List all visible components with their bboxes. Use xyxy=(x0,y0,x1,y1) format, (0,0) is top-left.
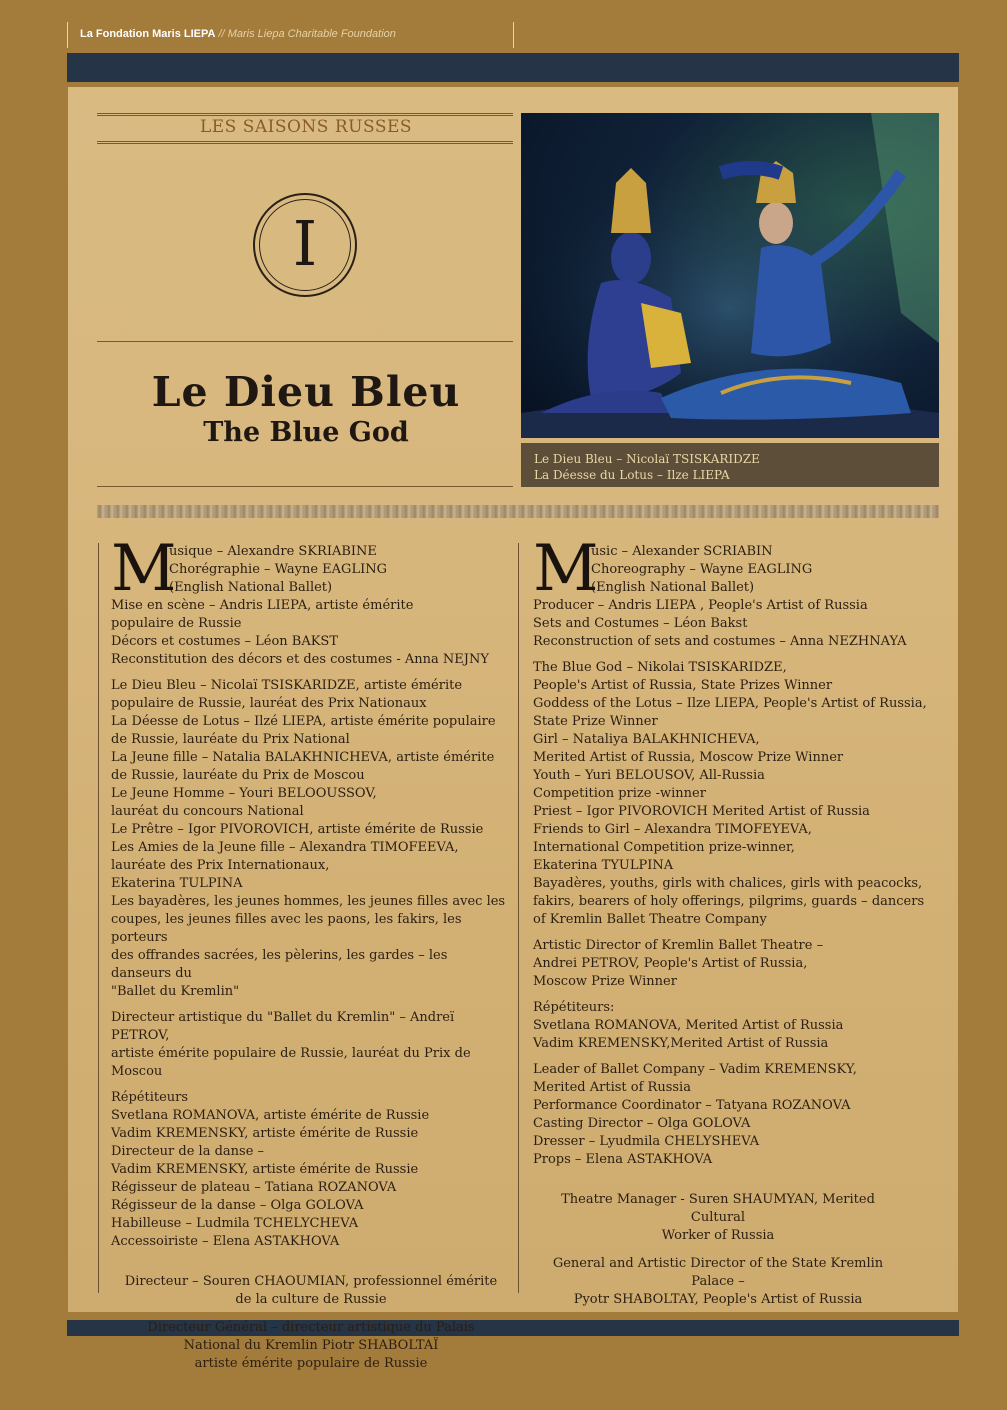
french-credits xyxy=(111,532,511,1381)
french-cast-line: "Ballet du Kremlin" xyxy=(111,984,240,999)
series-rule-bottom xyxy=(97,141,513,144)
english-intro-line: Choreography – Wayne EAGLING xyxy=(591,562,813,577)
english-intro-line: usic – Alexander SCRIABIN xyxy=(591,544,773,559)
english-credits xyxy=(533,532,933,1317)
english-cast-line: fakirs, bearers of holy offerings, pilgrims, guards – dancers xyxy=(533,894,925,909)
english-cast-line: Bayadères, youths, girls with chalices, girls with peacocks, xyxy=(533,876,923,891)
english-theatre-manager xyxy=(533,1191,903,1245)
english-footer-line: Worker of Russia xyxy=(661,1228,775,1243)
french-intro xyxy=(111,532,511,669)
french-staff-line: Répétiteurs xyxy=(111,1090,189,1105)
french-cast-line: La Déesse de Lotus – Ilzé LIEPA, artiste émérite populaire xyxy=(111,714,496,729)
english-director-line: Moscow Prize Winner xyxy=(533,974,677,989)
french-cast-line: populaire de Russie, lauréat des Prix Nationaux xyxy=(111,696,427,711)
french-dropcap: M xyxy=(111,532,177,606)
french-cast-line: de Russie, lauréate du Prix National xyxy=(111,732,350,747)
french-staff xyxy=(111,1089,511,1251)
english-artistic-director xyxy=(533,937,933,991)
english-footer-line: General and Artistic Director of the State Kremlin Palace – xyxy=(552,1256,884,1289)
french-footer-line: de la culture de Russie xyxy=(235,1292,387,1307)
french-director-line: Directeur artistique du "Ballet du Kremlin" – Andreï PETROV, xyxy=(111,1010,455,1043)
english-general-director xyxy=(533,1255,903,1309)
english-cast-line: Competition prize -winner xyxy=(533,786,706,801)
english-credit-line: Producer – Andris LIEPA , People's Artist of Russia xyxy=(533,598,868,613)
french-intro-line: Chorégraphie – Wayne EAGLING xyxy=(169,562,387,577)
french-staff-line: Régisseur de la danse – Olga GOLOVA xyxy=(111,1198,364,1213)
french-staff-line: Vadim KREMENSKY, artiste émérite de Russie xyxy=(111,1126,419,1141)
decorative-strip xyxy=(97,505,939,518)
french-cast xyxy=(111,677,511,1001)
foundation-name-fr: La Fondation Maris LIEPA xyxy=(80,28,216,40)
french-intro-line: usique – Alexandre SKRIABINE xyxy=(169,544,377,559)
french-footer-line: National du Kremlin Piotr SHABOLTAÏ xyxy=(183,1338,439,1353)
english-credit-line: Sets and Costumes – Léon Bakst xyxy=(533,616,748,631)
photo-caption xyxy=(521,443,939,487)
french-cast-line: de Russie, lauréate du Prix de Moscou xyxy=(111,768,365,783)
english-footer-line: Theatre Manager - Suren SHAUMYAN, Merited Cultural xyxy=(561,1192,875,1225)
french-cast-line: Les bayadères, les jeunes hommes, les jeunes filles avec les xyxy=(111,894,506,909)
stage-photo xyxy=(521,113,939,438)
english-cast-line: People's Artist of Russia, State Prizes Winner xyxy=(533,678,833,693)
series-rule-top xyxy=(97,113,513,116)
french-footer-line: Directeur Général – directeur artistique du Palais xyxy=(147,1320,475,1335)
french-credit-line: Décors et costumes – Léon BAKST xyxy=(111,634,339,649)
english-cast-line: Youth – Yuri BELOUSOV, All-Russia xyxy=(533,768,765,783)
column-rule-left xyxy=(98,543,99,1293)
french-cast-line: Le Jeune Homme – Youri BELOOUSSOV, xyxy=(111,786,377,801)
english-staff-line: Dresser – Lyudmila CHELYSHEVA xyxy=(533,1134,760,1149)
dancers-image xyxy=(521,113,939,438)
title-rule-bottom xyxy=(97,486,513,487)
french-cast-line: Les Amies de la Jeune fille – Alexandra TIMOFEEVA, xyxy=(111,840,459,855)
part-numeral-seal xyxy=(253,193,357,297)
french-general-director xyxy=(111,1319,511,1373)
french-staff-line: Régisseur de plateau – Tatiana ROZANOVA xyxy=(111,1180,397,1195)
caption-line-2: La Déesse du Lotus – Ilze LIEPA xyxy=(534,468,730,482)
page-header xyxy=(0,0,1007,50)
french-cast-line: Le Prêtre – Igor PIVOROVICH, artiste émérite de Russie xyxy=(111,822,484,837)
english-staff-line: Props – Elena ASTAKHOVA xyxy=(533,1152,713,1167)
french-cast-line: des offrandes sacrées, les pèlerins, les gardes – les danseurs du xyxy=(111,948,448,981)
french-footer-line: Directeur – Souren CHAOUMIAN, professionnel émérite xyxy=(124,1274,498,1289)
english-cast-line: Priest – Igor PIVOROVICH Merited Artist of Russia xyxy=(533,804,870,819)
french-footer-line: artiste émérite populaire de Russie xyxy=(194,1356,428,1371)
french-intro-line: (English National Ballet) xyxy=(169,580,333,595)
french-credit-line: Mise en scène – Andris LIEPA, artiste émérite xyxy=(111,598,414,613)
french-cast-line: La Jeune fille – Natalia BALAKHNICHEVA, artiste émérite xyxy=(111,750,495,765)
english-cast-line: Goddess of the Lotus – Ilze LIEPA, People's Artist of Russia, xyxy=(533,696,927,711)
title-rule-top xyxy=(97,341,513,342)
series-title: LES SAISONS RUSSES xyxy=(199,117,413,137)
top-band xyxy=(67,53,959,82)
column-separator xyxy=(518,543,519,1293)
english-director-line: Andrei PETROV, People's Artist of Russia, xyxy=(533,956,808,971)
english-staff-line: Leader of Ballet Company – Vadim KREMENSKY, xyxy=(533,1062,857,1077)
english-cast-line: of Kremlin Ballet Theatre Company xyxy=(533,912,767,927)
english-staff-line: Merited Artist of Russia xyxy=(533,1080,691,1095)
english-cast-line: Merited Artist of Russia, Moscow Prize Winner xyxy=(533,750,844,765)
caption-line-1: Le Dieu Bleu – Nicolaï TSISKARIDZE xyxy=(534,452,760,466)
french-staff-line: Habilleuse – Ludmila TCHELYCHEVA xyxy=(111,1216,359,1231)
english-repetiteurs xyxy=(533,999,933,1053)
english-staff-line: Performance Coordinator – Tatyana ROZANOVA xyxy=(533,1098,851,1113)
french-director-line: artiste émérite populaire de Russie, lauréat du Prix de Moscou xyxy=(111,1046,471,1079)
english-cast-line: The Blue God – Nikolai TSISKARIDZE, xyxy=(533,660,787,675)
english-cast-line: Ekaterina TYULPINA xyxy=(533,858,674,873)
header-divider-left xyxy=(67,22,68,48)
foundation-name-en: // Maris Liepa Charitable Foundation xyxy=(218,28,396,40)
english-intro-line: (English National Ballet) xyxy=(591,580,755,595)
english-cast-line: State Prize Winner xyxy=(533,714,658,729)
french-credit-line: Reconstitution des décors et des costumes - Anna NEJNY xyxy=(111,652,489,667)
english-credit-line: Reconstruction of sets and costumes – Anna NEZHNAYA xyxy=(533,634,907,649)
foundation-name xyxy=(80,28,396,40)
english-cast-line: Friends to Girl – Alexandra TIMOFEYEVA, xyxy=(533,822,812,837)
header-divider-right xyxy=(513,22,514,48)
english-staff-line: Casting Director – Olga GOLOVA xyxy=(533,1116,751,1131)
ballet-title-fr: Le Dieu Bleu xyxy=(151,368,461,416)
french-staff-line: Vadim KREMENSKY, artiste émérite de Russie xyxy=(111,1162,419,1177)
french-credit-line: populaire de Russie xyxy=(111,616,242,631)
part-numeral: I xyxy=(292,207,318,280)
french-theatre-director xyxy=(111,1273,511,1309)
french-staff-line: Svetlana ROMANOVA, artiste émérite de Russie xyxy=(111,1108,430,1123)
english-staff-line: Répétiteurs: xyxy=(533,1000,615,1015)
english-cast-line: Girl – Nataliya BALAKHNICHEVA, xyxy=(533,732,760,747)
english-director-line: Artistic Director of Kremlin Ballet Theatre – xyxy=(533,938,824,953)
english-intro xyxy=(533,532,933,651)
french-cast-line: Ekaterina TULPINA xyxy=(111,876,243,891)
ballet-title-en: The Blue God xyxy=(203,417,409,448)
english-staff-line: Vadim KREMENSKY,Merited Artist of Russia xyxy=(533,1036,829,1051)
english-staff xyxy=(533,1061,933,1169)
english-cast xyxy=(533,659,933,929)
french-cast-line: lauréate des Prix Internationaux, xyxy=(111,858,330,873)
french-cast-line: coupes, les jeunes filles avec les paons, les fakirs, les porteurs xyxy=(111,912,462,945)
english-footer-line: Pyotr SHABOLTAY, People's Artist of Russia xyxy=(573,1292,863,1307)
english-staff-line: Svetlana ROMANOVA, Merited Artist of Russia xyxy=(533,1018,844,1033)
french-staff-line: Directeur de la danse – xyxy=(111,1144,265,1159)
english-cast-line: International Competition prize-winner, xyxy=(533,840,795,855)
english-dropcap: M xyxy=(533,532,599,606)
french-staff-line: Accessoiriste – Elena ASTAKHOVA xyxy=(111,1234,340,1249)
french-cast-line: lauréat du concours National xyxy=(111,804,304,819)
french-cast-line: Le Dieu Bleu – Nicolaï TSISKARIDZE, artiste émérite xyxy=(111,678,463,693)
french-artistic-director xyxy=(111,1009,511,1081)
